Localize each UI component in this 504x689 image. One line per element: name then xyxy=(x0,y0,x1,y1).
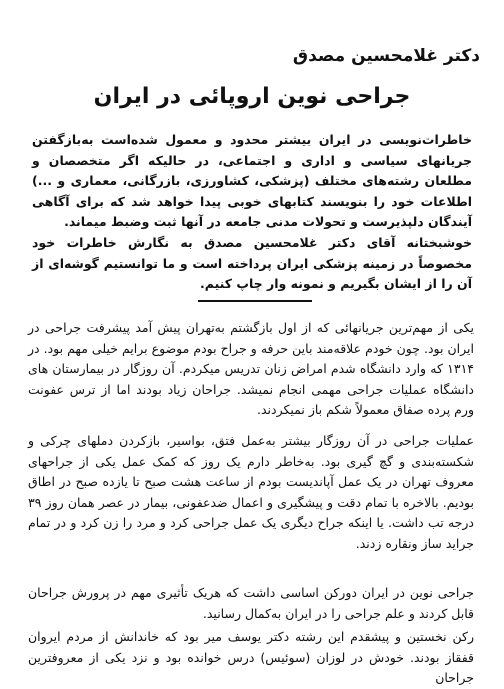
intro-paragraph-2: خوشبختانه آقای دکتر غلامحسین مصدق به نگارش خاطرات خود مخصوصاً در زمینه پزشکی ایران پرداخته است و ما توانستیم گوشه‌ای از آن را از ایشان بگیریم و نمونه وار چاپ کنیم. xyxy=(32,235,472,291)
body-paragraph-1: یکی از مهم‌ترین جریانهائی که از اول بازگشتم به‌تهران پیش آمد پیشرفت جراحی در ایران بود. چون خودم علاقه‌مند باین حرفه و جراح بودم موضوع برایم خیلی مهم بود. در ۱۳۱۴ که وارد دانشگاه شدم امراض زنان تدریس میکردم. آن روزگار در بیمارستان های دانشگاه عملیات جراحی مهمی انجام نمیشد. جراحان زیاد بودند اما از ترس عفونت ورم پرده صفاق معمولاً شکم باز نمیکردند. xyxy=(28,320,474,418)
author-name: دکتر غلامحسین مصدق xyxy=(292,46,480,66)
section-divider xyxy=(198,300,312,302)
body-paragraph-4: رکن نخستین و پیشقدم این رشته دکتر یوسف میر بود که خاندانش از مردم ایروان قفقاز بودند. خودش در لوزان (سوئیس) درس خوانده بود و نزد یکی از معروفترین جراحان xyxy=(28,629,474,686)
body-paragraph-2: عملیات جراحی در آن روزگار بیشتر به‌عمل فتق، بواسیر، بازکردن دملهای چرکی و شکسته‌بندی و گچ گیری بود. به‌خاطر دارم یک روز که کمک عمل یکی از جراحهای معروف تهران در یک عمل آپاندیست بودم از ساعت هشت صبح تا یازده صبح در اطاق بودیم. بالاخره با تمام دقت و پیشگیری و اعمال ضدعفونی، بیمار در عصر همان روز ۳۹ درجه تب داشت. یا اینکه جراح دیگری یک عمل جراحی کرد و مرد را زن کرد و در تمام جراید ساز ونقاره زدند. xyxy=(28,433,474,551)
intro-paragraph-1: خاطرات‌نویسی در ایران بیشتر محدود و معمول شده‌است به‌بازگفتن جریانهای سیاسی و اداری و اجتماعی، در حالیکه اگر متخصصان و مطلعان رشته‌های مختلف (پزشکی، کشاورزی، بازرگانی، معماری و ...) اطلاعات خود را بنویسند کتابهای خوبی پیدا خواهد شد که برای آگاهی آیندگان دلپذیرست و تحولات مدنی جامعه در آنها ثبت وضبط میماند. xyxy=(32,132,472,229)
body-paragraph-3: جراحی نوین در ایران دورکن اساسی داشت که هریک تأثیری مهم در پرورش جراحان قابل کردند و علم جراحی را در ایران به‌کمال رسانید. xyxy=(28,585,474,621)
article-title: جراحی نوین اروپائی در ایران xyxy=(93,84,411,109)
